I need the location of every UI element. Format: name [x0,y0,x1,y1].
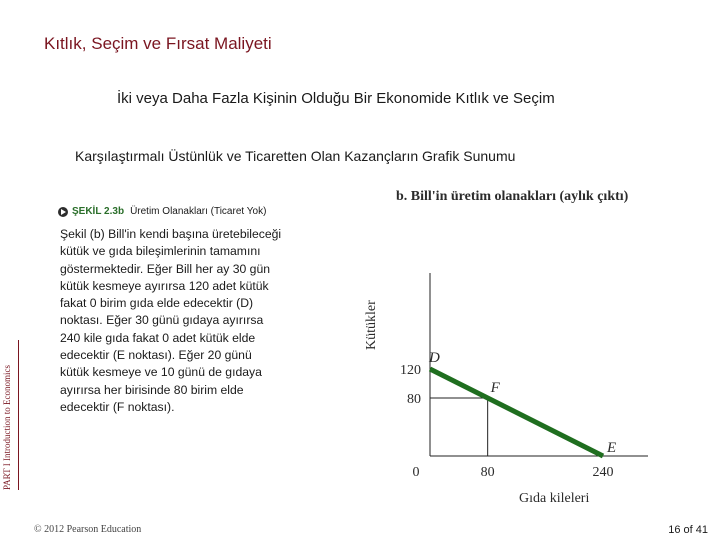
x-axis-label: Gıda kileleri [519,491,590,506]
slide-title: Kıtlık, Seçim ve Fırsat Maliyeti [44,34,272,53]
chart-title: b. Bill'in üretim olanakları (aylık çıktı) [396,189,629,204]
figure-number: ŞEKİL 2.3b [72,206,125,217]
y-axis-label: Kütükler [364,300,379,350]
ppf-line [430,369,603,456]
x-tick-label-80: 80 [480,465,495,480]
y-tick-label-120: 120 [400,363,421,378]
x-tick-label-0: 0 [412,465,420,480]
copyright-notice: © 2012 Pearson Education [34,524,142,535]
part-label: PART I Introduction to Economics [2,365,12,490]
figure-caption: Şekil (b) Bill'in kendi başına üretebileceği kütük ve gıda bileşimlerinin tamamını göstermektedir. Eğer Bill her ay 30 gün kütük kesmeye ayırırsa 120 adet kütük fakat 0 birim gıda elde edecektir (D) noktası. Eğer 30 günü gıdaya ayırırsa 240 kile gıda fakat 0 adet kütük elde edecektir (E noktası). Eğer 20 günü kütük kesmeye ve 10 günü de gıdaya ayırırsa her birisinde 80 birim elde edecektir (F noktası). [60,227,282,414]
y-tick-label-80: 80 [407,392,421,407]
slide-subtitle: İki veya Daha Fazla Kişinin Olduğu Bir Ekonomide Kıtlık ve Seçim [117,90,555,107]
section-heading: Karşılaştırmalı Üstünlük ve Ticaretten Olan Kazançların Grafik Sunumu [75,148,516,164]
point-label-d: D [429,350,440,366]
page-number: 16 of 41 [668,524,708,536]
point-label-e: E [607,440,617,456]
point-label-f: F [490,380,500,396]
x-tick-label-240: 240 [592,465,614,480]
figure-label: Üretim Olanakları (Ticaret Yok) [130,206,267,217]
